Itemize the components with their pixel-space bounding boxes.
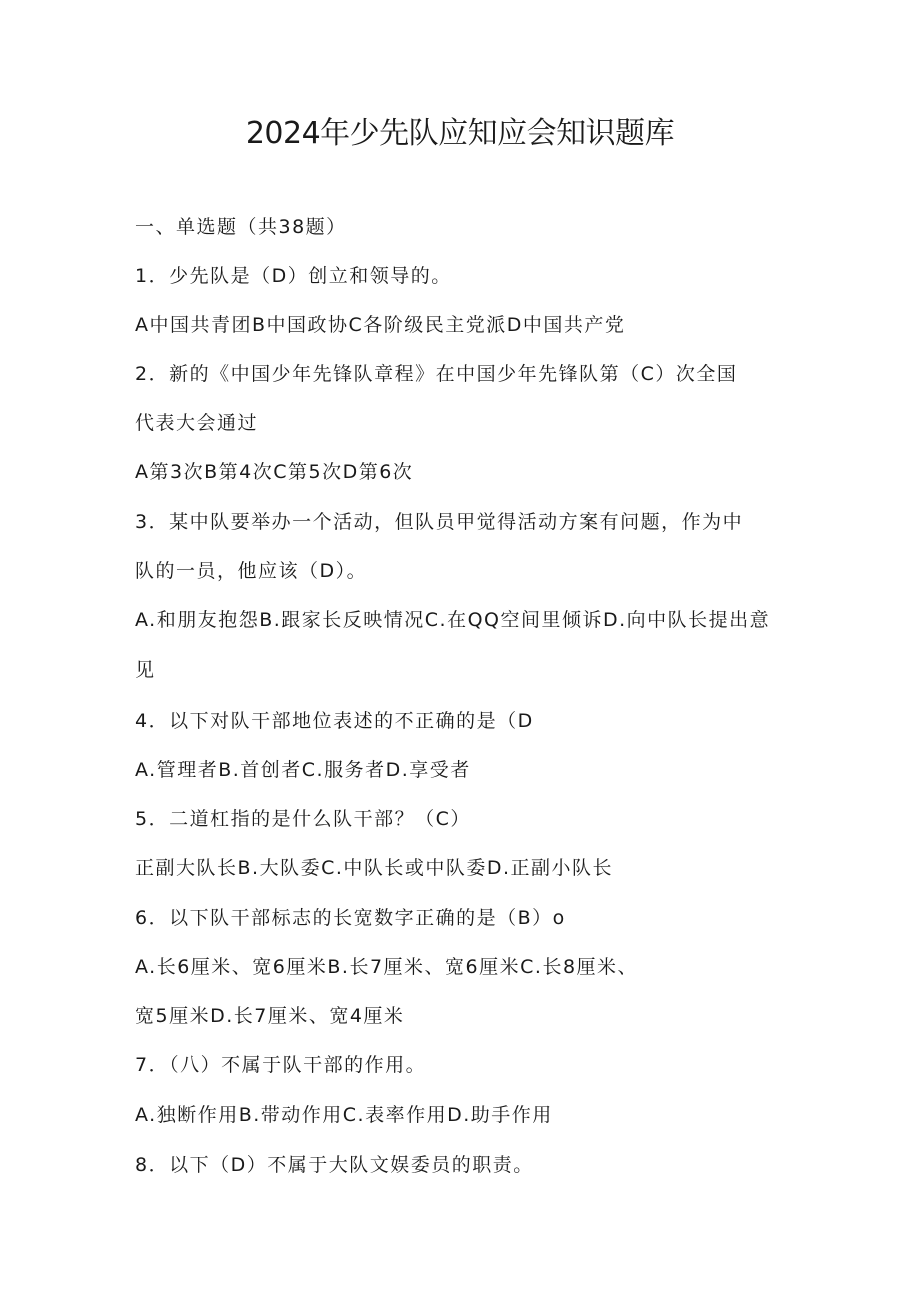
question-5: 5．二道杠指的是什么队干部？（C） — [135, 808, 471, 830]
question-4-options: A.管理者B.首创者C.服务者D.享受者 — [135, 759, 471, 781]
question-7-options: A.独断作用B.带动作用C.表率作用D.助手作用 — [135, 1104, 553, 1126]
question-2: 2．新的《中国少年先锋队章程》在中国少年先锋队第（C）次全国 — [135, 363, 738, 385]
question-8: 8．以下（D）不属于大队文娱委员的职责。 — [135, 1154, 534, 1176]
question-3-continued: 队的一员，他应该（D）。 — [135, 560, 368, 582]
question-6-options: A.长6厘米、宽6厘米B.长7厘米、宽6厘米C.长8厘米、 — [135, 956, 639, 978]
question-3: 3．某中队要举办一个活动，但队员甲觉得活动方案有问题，作为中 — [135, 511, 744, 533]
document-title: 2024年少先队应知应会知识题库 — [245, 116, 675, 151]
question-6-options-continued: 宽5厘米D.长7厘米、宽4厘米 — [135, 1005, 405, 1027]
question-5-options: 正副大队长B.大队委C.中队长或中队委D.正副小队长 — [135, 857, 614, 879]
section-heading: 一、单选题（共38题） — [135, 216, 347, 238]
question-1-options: A中国共青团B中国政协C各阶级民主党派D中国共产党 — [135, 314, 626, 336]
question-2-options: A第3次B第4次C第5次D第6次 — [135, 461, 414, 483]
question-1: 1．少先队是（D）创立和领导的。 — [135, 265, 452, 287]
question-6: 6．以下队干部标志的长宽数字正确的是（B）o — [135, 907, 566, 929]
question-4: 4．以下对队干部地位表述的不正确的是（D — [135, 710, 534, 732]
question-7: 7．（八）不属于队干部的作用。 — [135, 1054, 427, 1076]
question-2-continued: 代表大会通过 — [135, 412, 259, 434]
question-3-options-continued: 见 — [135, 659, 156, 681]
question-3-options: A.和朋友抱怨B.跟家长反映情况C.在QQ空间里倾诉D.向中队长提出意 — [135, 609, 771, 631]
